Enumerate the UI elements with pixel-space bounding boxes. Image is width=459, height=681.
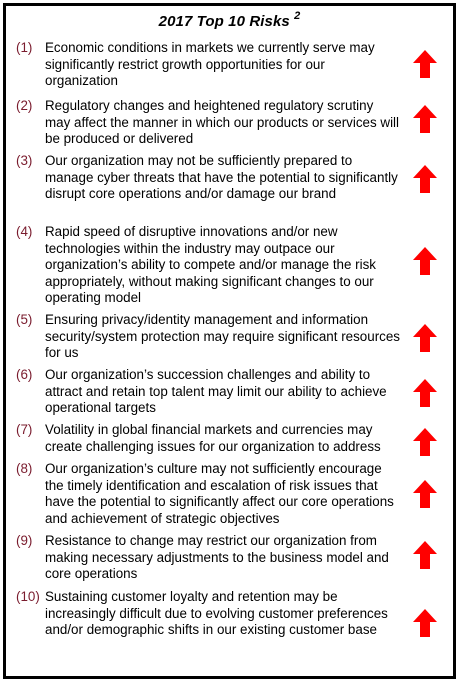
risk-text: Economic conditions in markets we currently serve may significantly restrict growth opportunities for our organization: [45, 40, 375, 88]
up-arrow-icon: [413, 50, 437, 78]
risk-text: Rapid speed of disruptive innovations and/or new technologies within the industry may outpace our organization’s ability to compete and/or manage the risk appropriately, without making significant changes to our operating model: [45, 224, 376, 305]
risk-number: (2): [16, 98, 33, 113]
risk-text: Sustaining customer loyalty and retention may be increasingly difficult due to evolving customer preferences and/or demographic shifts in our existing customer base: [45, 589, 388, 637]
risk-number: (7): [16, 422, 33, 437]
risk-list-panel: [3, 3, 456, 679]
title-text: 2017 Top 10 Risks: [158, 13, 290, 30]
risk-text: Our organization’s culture may not sufficiently encourage the timely identification and escalation of risk issues that have the potential to significantly affect our core operations and achievement of strategic objectives: [45, 461, 394, 526]
page-title: [6, 11, 453, 30]
risk-text: Our organization’s succession challenges and ability to attract and retain top talent may limit our ability to achieve operational targets: [45, 367, 387, 415]
risk-number: (9): [16, 533, 33, 548]
risk-number: (10): [16, 589, 40, 604]
risk-text: Our organization may not be sufficiently prepared to manage cyber threats that have the potential to significantly disrupt core operations and/or damage our brand: [45, 153, 398, 201]
up-arrow-icon: [413, 324, 437, 352]
risk-text: Ensuring privacy/identity management and information security/system protection may require significant resources for us: [45, 312, 400, 360]
risk-number: (8): [16, 461, 33, 476]
up-arrow-icon: [413, 541, 437, 569]
risk-number: (5): [16, 312, 33, 327]
title-footnote: 2: [294, 10, 301, 22]
risk-text: Resistance to change may restrict our organization from making necessary adjustments to the business model and core operations: [45, 533, 389, 581]
risk-text: Regulatory changes and heightened regulatory scrutiny may affect the manner in which our products or services will be produced or delivered: [45, 98, 400, 146]
up-arrow-icon: [413, 428, 437, 456]
up-arrow-icon: [413, 247, 437, 275]
up-arrow-icon: [413, 379, 437, 407]
risk-number: (6): [16, 367, 33, 382]
risk-number: (1): [16, 40, 33, 55]
up-arrow-icon: [413, 105, 437, 133]
risk-number: (4): [16, 224, 33, 239]
up-arrow-icon: [413, 609, 437, 637]
risk-text: Volatility in global financial markets and currencies may create challenging issues for our organization to address: [45, 422, 381, 454]
up-arrow-icon: [413, 480, 437, 508]
up-arrow-icon: [413, 165, 437, 193]
risk-number: (3): [16, 153, 33, 168]
